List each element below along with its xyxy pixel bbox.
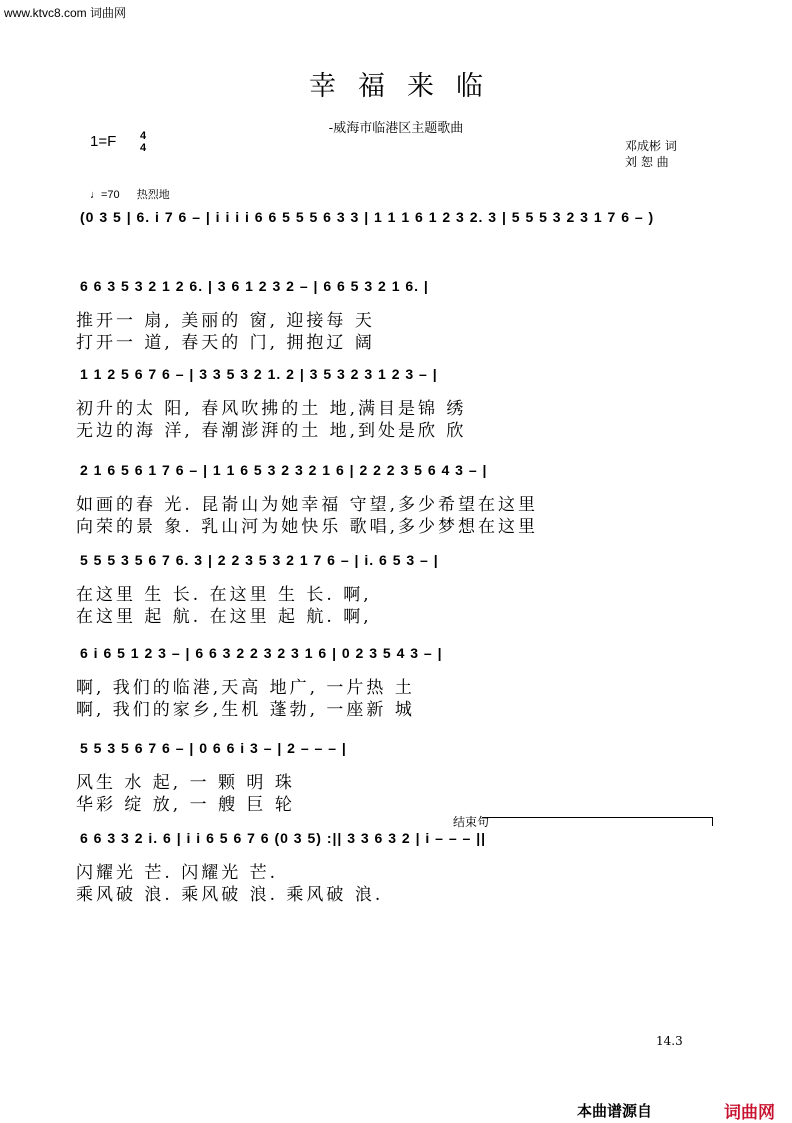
lyric-line: 无边的海 洋, 春潮澎湃的土 地,到处是欣 欣: [76, 421, 467, 441]
song-title: 幸福来临: [309, 71, 505, 102]
lyric-line: 闪耀光 芒. 闪耀光 芒.: [76, 863, 279, 883]
lyric-line: 风生 水 起, 一 颗 明 珠: [76, 773, 295, 793]
expression-marking: 热烈地: [136, 189, 170, 201]
lyric-line: 华彩 绽 放, 一 艘 巨 轮: [76, 795, 295, 815]
ending-bracket: [482, 817, 713, 826]
system-notes: 6 i 6 5 1 2 3 – | 6 6 3 2 2 3 2 3 1 6 | 0 2 3 5 4 3 – |: [80, 645, 443, 661]
lyric-line: 啊, 我们的家乡,生机 蓬勃, 一座新 城: [76, 700, 415, 720]
site-watermark[interactable]: www.ktvc8.com 词曲网: [4, 6, 127, 20]
system-notes: 1 1 2 5 6 7 6 – | 3 3 5 3 2 1. 2 | 3 5 3 2 3 1 2 3 – |: [80, 366, 438, 382]
system-notes: 2 1 6 5 6 1 7 6 – | 1 1 6 5 3 2 3 2 1 6 | 2 2 2 3 5 6 4 3 – |: [80, 462, 488, 478]
source-logo[interactable]: 词曲网: [724, 1103, 775, 1122]
time-signature: [140, 130, 146, 154]
lyric-line: 初升的太 阳, 春风吹拂的土 地,满目是锦 绣: [76, 399, 467, 419]
lyric-line: 如画的春 光. 昆嵛山为她幸福 守望,多少希望在这里: [76, 495, 539, 515]
ending-label: 结束句: [453, 815, 490, 829]
lyric-line: 乘风破 浪. 乘风破 浪. 乘风破 浪.: [76, 885, 384, 905]
system-notes: 6 6 3 5 3 2 1 2 6. | 3 6 1 2 3 2 – | 6 6 5 3 2 1 6. |: [80, 278, 429, 294]
time-signature-top: 4: [140, 130, 147, 142]
lyricist-credit: 邓成彬 词: [625, 139, 677, 153]
song-subtitle: -威海市临港区主题歌曲: [328, 121, 464, 136]
key-signature: 1=F: [90, 133, 117, 150]
lyric-line: 在这里 生 长. 在这里 生 长. 啊,: [76, 585, 372, 605]
lyric-line: 打开一 道, 春天的 门, 拥抱辽 阔: [76, 333, 375, 353]
composer-credit: 刘 恕 曲: [625, 155, 669, 169]
tempo-value: ♩=70: [90, 189, 120, 201]
lyric-line: 在这里 起 航. 在这里 起 航. 啊,: [76, 607, 372, 627]
lyric-line: 推开一 扇, 美丽的 窗, 迎接每 天: [76, 311, 375, 331]
lyric-line: 啊, 我们的临港,天高 地广, 一片热 土: [76, 678, 415, 698]
page-number: 14.3: [656, 1034, 683, 1048]
intro-notes: (0 3 5 | 6. i 7 6 – | i i i i 6 6 5 5 5 6 3 3 | 1 1 1 6 1 2 3 2. 3 | 5 5 5 3 2 3 1 7 6 – ): [80, 209, 655, 225]
source-text: 本曲谱源自: [577, 1103, 653, 1120]
time-signature-bottom: 4: [140, 142, 147, 154]
system-notes: 5 5 5 3 5 6 7 6. 3 | 2 2 3 5 3 2 1 7 6 – | i. 6 5 3 – |: [80, 552, 439, 568]
system-notes: 6 6 3 3 2 i. 6 | i i 6 5 6 7 6 (0 3 5) :|| 3 3 6 3 2 | i – – – ||: [80, 830, 487, 846]
system-notes: 5 5 3 5 6 7 6 – | 0 6 6 i 3 – | 2 – – – |: [80, 740, 347, 756]
lyric-line: 向荣的景 象. 乳山河为她快乐 歌唱,多少梦想在这里: [76, 517, 539, 537]
tempo-marking: [90, 186, 170, 202]
